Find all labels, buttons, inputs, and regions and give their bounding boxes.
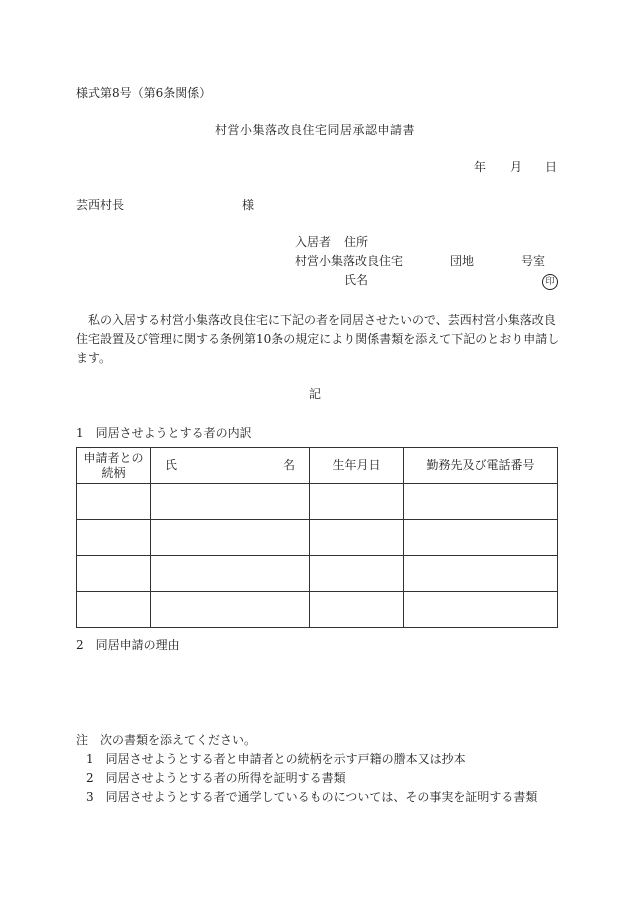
notes-title: 注 次の書類を添えてください。: [76, 733, 257, 747]
room-unit-label: 号室: [521, 254, 546, 268]
address-label: 住所: [344, 235, 369, 249]
header-name-right: 名: [282, 458, 295, 472]
form-number: 様式第8号（第6条関係）: [76, 86, 212, 100]
body-line: ます。: [76, 351, 112, 365]
workplace-cell[interactable]: [404, 484, 558, 520]
header-workplace: 勤務先及び電話番号: [404, 448, 558, 484]
relation-cell[interactable]: [77, 592, 151, 628]
relation-cell[interactable]: [77, 484, 151, 520]
section2-title: 2 同居申請の理由: [76, 638, 180, 652]
recipient-honorific: 様: [242, 198, 255, 212]
applicant-label: 入居者: [295, 235, 332, 249]
table-row: [77, 520, 558, 556]
birthdate-cell[interactable]: [310, 484, 404, 520]
relation-cell[interactable]: [77, 556, 151, 592]
recipient-name: 芸西村長: [76, 198, 125, 212]
form-title: 村営小集落改良住宅同居承認申請書: [214, 123, 415, 137]
name-cell[interactable]: [151, 520, 310, 556]
seal-mark: [542, 273, 558, 290]
name-label: 氏名: [344, 273, 369, 287]
note-item: 1 同居させようとする者と申請者との続柄を示す戸籍の謄本又は抄本: [86, 752, 466, 766]
ki-heading: 記: [308, 387, 321, 401]
table-header-row: [77, 448, 558, 484]
header-relation: 申請者との 続柄: [77, 448, 151, 484]
name-cell[interactable]: [151, 484, 310, 520]
housing-name: 村営小集落改良住宅: [295, 254, 404, 268]
name-cell[interactable]: [151, 592, 310, 628]
body-paragraph: [76, 311, 559, 368]
birthdate-cell[interactable]: [310, 556, 404, 592]
body-line: 私の入居する村営小集落改良住宅に下記の者を同居させたいので、芸西村営小集落改良: [76, 313, 556, 327]
date-year-label: 年: [474, 160, 487, 174]
note-item: 2 同居させようとする者の所得を証明する書類: [86, 771, 346, 785]
table-row: [77, 592, 558, 628]
body-line: 住宅設置及び管理に関する条例第10条の規定により関係書類を添えて下記のとおり申請し: [76, 332, 560, 346]
header-name-left: 氏: [165, 458, 178, 472]
workplace-cell[interactable]: [404, 556, 558, 592]
note-item: 3 同居させようとする者で通学しているものについては、その事実を証明する書類: [86, 790, 538, 804]
table-row: [77, 556, 558, 592]
cohabitant-table: [76, 447, 558, 628]
table-row: [77, 484, 558, 520]
workplace-cell[interactable]: [404, 520, 558, 556]
building-unit-label: 団地: [450, 254, 475, 268]
seal-icon: 印: [542, 274, 558, 290]
header-birthdate: 生年月日: [310, 448, 404, 484]
section1-title: 1 同居させようとする者の内訳: [76, 426, 252, 440]
date-day-label: 日: [545, 160, 558, 174]
workplace-cell[interactable]: [404, 592, 558, 628]
header-name: [151, 448, 310, 484]
name-cell[interactable]: [151, 556, 310, 592]
relation-cell[interactable]: [77, 520, 151, 556]
birthdate-cell[interactable]: [310, 592, 404, 628]
birthdate-cell[interactable]: [310, 520, 404, 556]
date-month-label: 月: [510, 160, 523, 174]
